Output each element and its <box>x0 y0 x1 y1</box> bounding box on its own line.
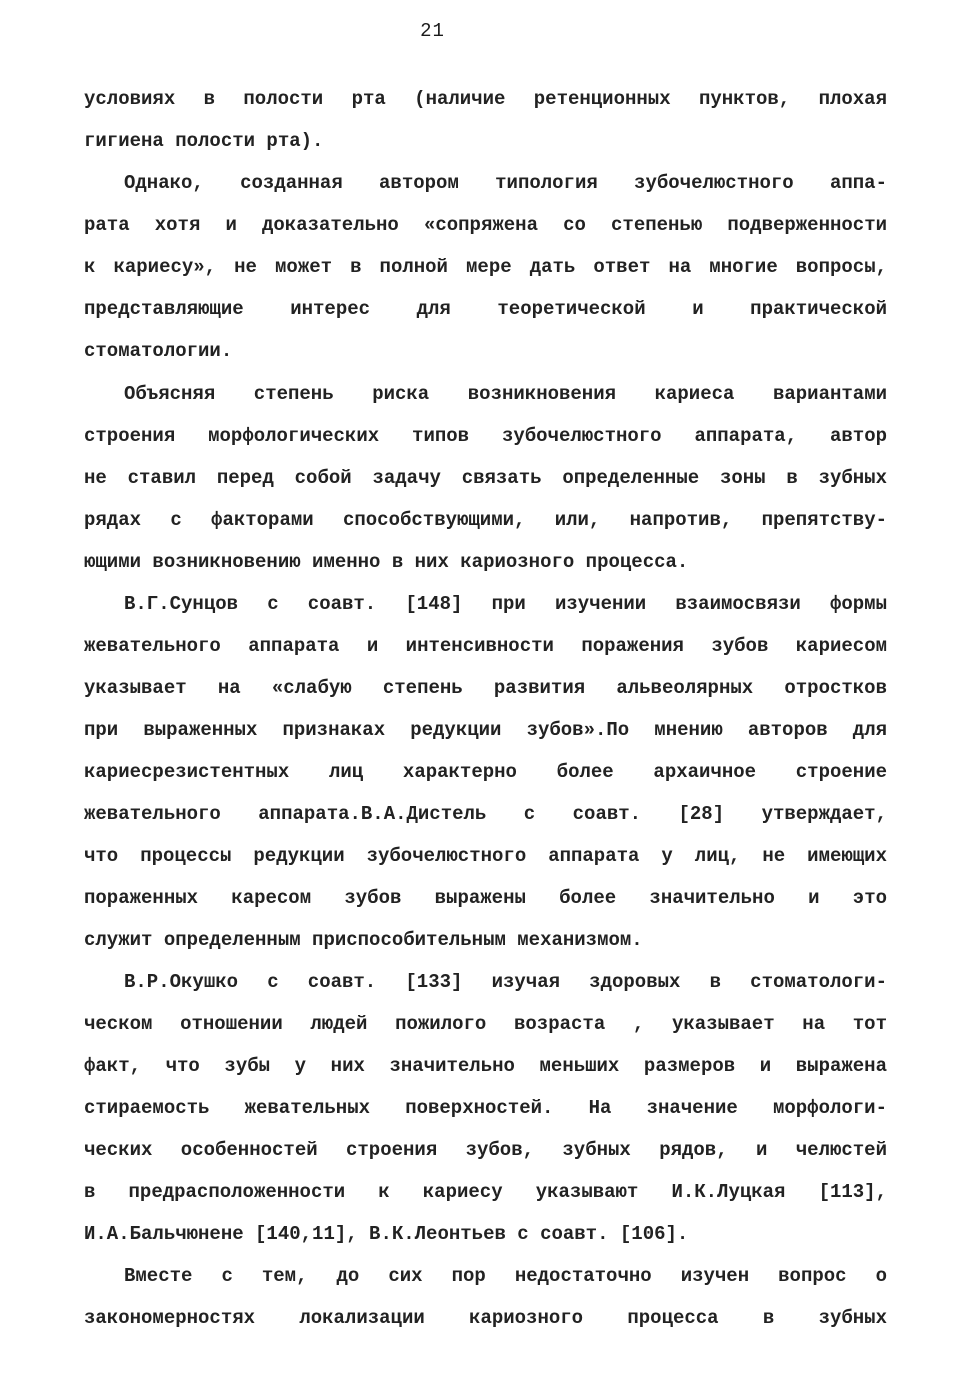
text-line: не ставил перед собой задачу связать определенные зоны в зубных <box>84 467 887 489</box>
text-line: служит определенным приспособительным механизмом. <box>84 929 643 951</box>
page-number: 21 <box>420 20 445 42</box>
text-line: ческом отношении людей пожилого возраста , указывает на тот <box>84 1013 887 1035</box>
text-line: И.А.Бальчюнене [140,11], В.К.Леонтьев с соавт. [106]. <box>84 1223 689 1245</box>
text-line: представляющие интерес для теоретической и практической <box>84 298 887 320</box>
text-line: стоматологии. <box>84 340 233 362</box>
text-line: ющими возникновению именно в них кариозного процесса. <box>84 551 689 573</box>
text-line: в предрасположенности к кариесу указывают И.К.Луцкая [113], <box>84 1181 887 1203</box>
text-line: стираемость жевательных поверхностей. На значение морфологи- <box>84 1097 887 1119</box>
text-line: что процессы редукции зубочелюстного аппарата у лиц, не имеющих <box>84 845 887 867</box>
text-line: жевательного аппарата.В.А.Дистель с соавт. [28] утверждает, <box>84 803 887 825</box>
text-line: факт, что зубы у них значительно меньших размеров и выражена <box>84 1055 887 1077</box>
text-line: к кариесу», не может в полной мере дать ответ на многие вопросы, <box>84 256 887 278</box>
text-line: Вместе с тем, до сих пор недостаточно изучен вопрос о <box>124 1265 887 1287</box>
text-line: указывает на «слабую степень развития альвеолярных отростков <box>84 677 887 699</box>
text-line: пораженных каресом зубов выражены более значительно и это <box>84 887 887 909</box>
text-line: кариесрезистентных лиц характерно более архаичное строение <box>84 761 887 783</box>
text-line: закономерностях локализации кариозного процесса в зубных <box>84 1307 887 1329</box>
text-line: гигиена полости рта). <box>84 130 324 152</box>
text-line: рядах с факторами способствующими, или, напротив, препятству- <box>84 509 887 531</box>
text-line: условиях в полости рта (наличие ретенционных пунктов, плохая <box>84 88 887 110</box>
text-line: В.Г.Сунцов с соавт. [148] при изучении взаимосвязи формы <box>124 593 887 615</box>
text-line: Объясняя степень риска возникновения кариеса вариантами <box>124 383 887 405</box>
text-line: В.Р.Окушко с соавт. [133] изучая здоровых в стоматологи- <box>124 971 887 993</box>
text-line: при выраженных признаках редукции зубов».По мнению авторов для <box>84 719 887 741</box>
text-line: Однако, созданная автором типология зубочелюстного аппа- <box>124 172 887 194</box>
text-line: ческих особенностей строения зубов, зубных рядов, и челюстей <box>84 1139 887 1161</box>
text-line: рата хотя и доказательно «сопряжена со степенью подверженности <box>84 214 887 236</box>
text-line: жевательного аппарата и интенсивности поражения зубов кариесом <box>84 635 887 657</box>
text-line: строения морфологических типов зубочелюстного аппарата, автор <box>84 425 887 447</box>
